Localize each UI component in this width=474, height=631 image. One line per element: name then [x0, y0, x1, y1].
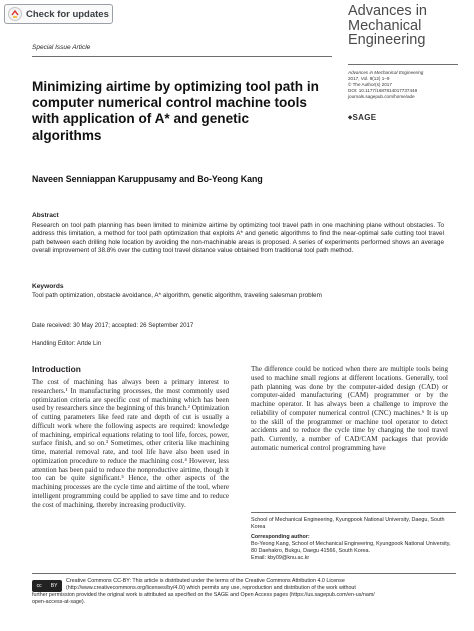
- license-text: [32, 578, 456, 606]
- check-for-updates-button[interactable]: [4, 4, 113, 24]
- corresponding-heading: Corresponding author:: [251, 534, 310, 540]
- license-line-1: Creative Commons CC-BY: This article is distributed under the terms of the Creative Commons Attribution 4.0 License: [66, 578, 345, 584]
- meta-doi[interactable]: DOI: 10.1177/1687814017737448: [348, 88, 418, 93]
- abstract-heading: Abstract: [32, 212, 59, 219]
- affiliation-school: School of Mechanical Engineering, Kyungpook National University, Daegu, South Korea: [251, 517, 445, 530]
- journal-line-2: Mechanical: [348, 17, 422, 34]
- sage-logo-text: SAGE: [352, 113, 377, 122]
- keywords-heading: Keywords: [32, 283, 64, 290]
- handling-editor: Handling Editor: Artde Lin: [32, 340, 102, 347]
- license-line-4: open-access-at-sage).: [32, 598, 86, 605]
- intro-right-column: The difference could be noticed when there are multiple tools being used to machine small regions at different locations. Generally, tool path planning was done by the computer-aided design (CAD) or computer-aided manufacturing (CAM) programmer or by the machine operator. It has always been a challenge to improve the reliability of computer numerical control (CNC) machines.⁶ It is up to the skill of the programmer or machine tool operator to detect accidents and to reduce the cycle time by changing the tool travel path. Currently, a number of CAD/CAM packages that provide automatic numerical control programming have: [251, 365, 448, 452]
- header-rule-right: [348, 64, 458, 65]
- update-icon: [8, 7, 22, 21]
- header-rule-left: [32, 56, 332, 57]
- affiliation-block: [251, 517, 456, 562]
- meta-journal: Advances in Mechanical Engineering: [348, 70, 424, 75]
- license-rule: [32, 573, 456, 574]
- article-meta: [348, 70, 423, 100]
- corresponding-name: Bo-Yeong Kang, School of Mechanical Engineering, Kyungpook National University, 80 Daehakro, Bukgu, Daegu 41566, South Korea.: [251, 541, 451, 554]
- check-for-updates-label: Check for updates: [26, 8, 109, 20]
- license-line-2[interactable]: (http://www.creativecommons.org/licenses/by/4.0/) which permits any use, reproduction and distribution of the work without: [66, 584, 356, 591]
- meta-url[interactable]: journals.sagepub.com/home/ade: [348, 94, 415, 99]
- introduction-heading: Introduction: [32, 364, 81, 374]
- journal-logo-text: [348, 4, 470, 48]
- cc-icon: cc: [36, 583, 42, 589]
- affiliation-rule: [251, 512, 456, 513]
- license-line-3[interactable]: further permission provided the original work is attributed as specified on the SAGE and Open Access pages (https://us.sagepub.com/en-us/nam/: [32, 591, 375, 598]
- keywords-text: Tool path optimization, obstacle avoidance, A* algorithm, genetic algorithm, traveling salesman problem: [32, 292, 322, 299]
- journal-line-3: Engineering: [348, 32, 426, 48]
- intro-left-column: The cost of machining has always been a primary interest to researchers.¹ In manufacturing processes, the most commonly used optimization criteria are specific cost of machining which has been used by researchers since the beginning of this branch.² Optimization of cutting parameters like feed rate and depth of cut is usually a difficult work where the following aspects are required: knowledge of machining, empirical equations relating to tool life, forces, power, surface finish, and so on.³ Sometimes, other criteria like machining time, material removal rate, and tool life have also been used in optimization procedure to reduce the machining cost.⁴ However, less attention has been paid to reduce the nonproductive airtime, though it too can be quite significant.⁵ Hence, the other aspects of the machining processes are the cycle time and airtime of the tool, where intelligent programming could be applied to save time and to reduce the cost of machining, thereby increasing productivity.: [32, 378, 229, 509]
- corresponding-email[interactable]: Email: kby09@knu.ac.kr: [251, 555, 310, 561]
- sage-logo: ⬥SAGE: [348, 113, 377, 122]
- abstract-text: Research on tool path planning has been limited to minimize airtime by optimizing tool travel path in one machining plane without obstacles. To address this limitation, a method for tool path optimization that exploits A* and genetic algorithms to find the near-optimal safe cutting tool travel path between each drilling hole location by avoiding the non-machinable areas is proposed. A series of experiments performed shows an average overall improvement of 38.8% over the cutting tool travel distance value obtained from traditional tool path method.: [32, 222, 444, 254]
- dates-line: Date received: 30 May 2017; accepted: 26 September 2017: [32, 322, 194, 329]
- meta-volume: 2017, Vol. 9(12) 1–9: [348, 76, 390, 81]
- article-type: Special Issue Article: [32, 44, 91, 51]
- journal-line-1: Advances in: [348, 3, 427, 19]
- paper-authors: Naveen Senniappan Karuppusamy and Bo-Yeong Kang: [32, 174, 263, 184]
- by-icon: BY: [50, 583, 58, 589]
- meta-copyright: © The Author(s) 2017: [348, 82, 392, 87]
- paper-title: Minimizing airtime by optimizing tool path in computer numerical control machine tools with application of A* and genetic algorithms: [32, 79, 319, 143]
